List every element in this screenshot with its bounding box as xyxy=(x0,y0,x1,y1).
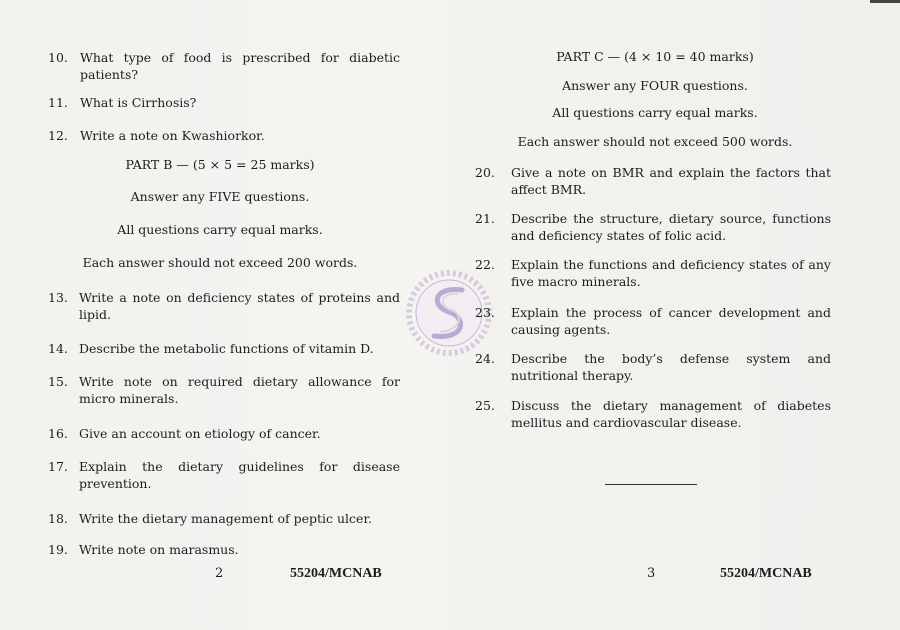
question-number: 16. xyxy=(48,426,68,441)
question-text: Explain the functions and deficiency states of any five macro minerals. xyxy=(511,257,831,289)
question-number: 17. xyxy=(48,459,68,474)
question-number: 25. xyxy=(475,398,495,413)
part-c-title: PART C — (4 × 10 = 40 marks) xyxy=(556,49,754,64)
question-text: Discuss the dietary management of diabetes mellitus and cardiovascular disease. xyxy=(511,398,831,430)
question-number: 14. xyxy=(48,341,68,356)
question-text: Explain the process of cancer development and causing agents. xyxy=(511,305,831,337)
question-number: 13. xyxy=(48,290,68,305)
question-text: Give a note on BMR and explain the factors that affect BMR. xyxy=(511,165,831,197)
question-number: 20. xyxy=(475,165,495,180)
part-c-instruction: Each answer should not exceed 500 words. xyxy=(517,134,793,149)
question-text: Describe the body’s defense system and nutritional therapy. xyxy=(511,351,831,383)
question-text: What is Cirrhosis? xyxy=(80,95,197,110)
question-text: Write the dietary management of peptic ulcer. xyxy=(79,511,373,526)
question-number: 24. xyxy=(475,351,495,366)
question-text: Write note on required dietary allowance for micro minerals. xyxy=(79,374,400,406)
page-number: 3 xyxy=(647,566,656,581)
question-text: Write note on marasmus. xyxy=(79,542,239,557)
part-b-instruction: Answer any FIVE questions. xyxy=(130,189,310,204)
part-b-instruction: All questions carry equal marks. xyxy=(117,222,323,237)
right-page xyxy=(450,0,900,630)
page-number: 2 xyxy=(215,566,224,581)
question-text: Describe the metabolic functions of vitamin D. xyxy=(79,341,374,356)
question-text: Explain the dietary guidelines for disease prevention. xyxy=(79,459,400,491)
question-number: 11. xyxy=(48,95,68,110)
question-number: 15. xyxy=(48,374,68,389)
question-text: Write a note on deficiency states of proteins and lipid. xyxy=(79,290,400,322)
question-number: 21. xyxy=(475,211,495,226)
question-text: Write a note on Kwashiorkor. xyxy=(80,128,265,143)
question-number: 23. xyxy=(475,305,495,320)
part-c-instruction: All questions carry equal marks. xyxy=(552,105,758,120)
part-b-title: PART B — (5 × 5 = 25 marks) xyxy=(125,157,315,172)
question-text: Give an account on etiology of cancer. xyxy=(79,426,321,441)
end-rule xyxy=(605,484,697,485)
part-b-instruction: Each answer should not exceed 200 words. xyxy=(82,255,358,270)
question-number: 18. xyxy=(48,511,68,526)
question-text: Describe the structure, dietary source, functions and deficiency states of folic acid. xyxy=(511,211,831,243)
question-number: 22. xyxy=(475,257,495,272)
question-number: 19. xyxy=(48,542,68,557)
part-c-instruction: Answer any FOUR questions. xyxy=(562,78,748,93)
paper-code: 55204/MCNAB xyxy=(720,566,812,581)
paper-code: 55204/MCNAB xyxy=(290,566,382,581)
question-number: 10. xyxy=(48,50,68,65)
question-number: 12. xyxy=(48,128,68,143)
question-text: What type of food is prescribed for diabetic patients? xyxy=(80,50,400,82)
